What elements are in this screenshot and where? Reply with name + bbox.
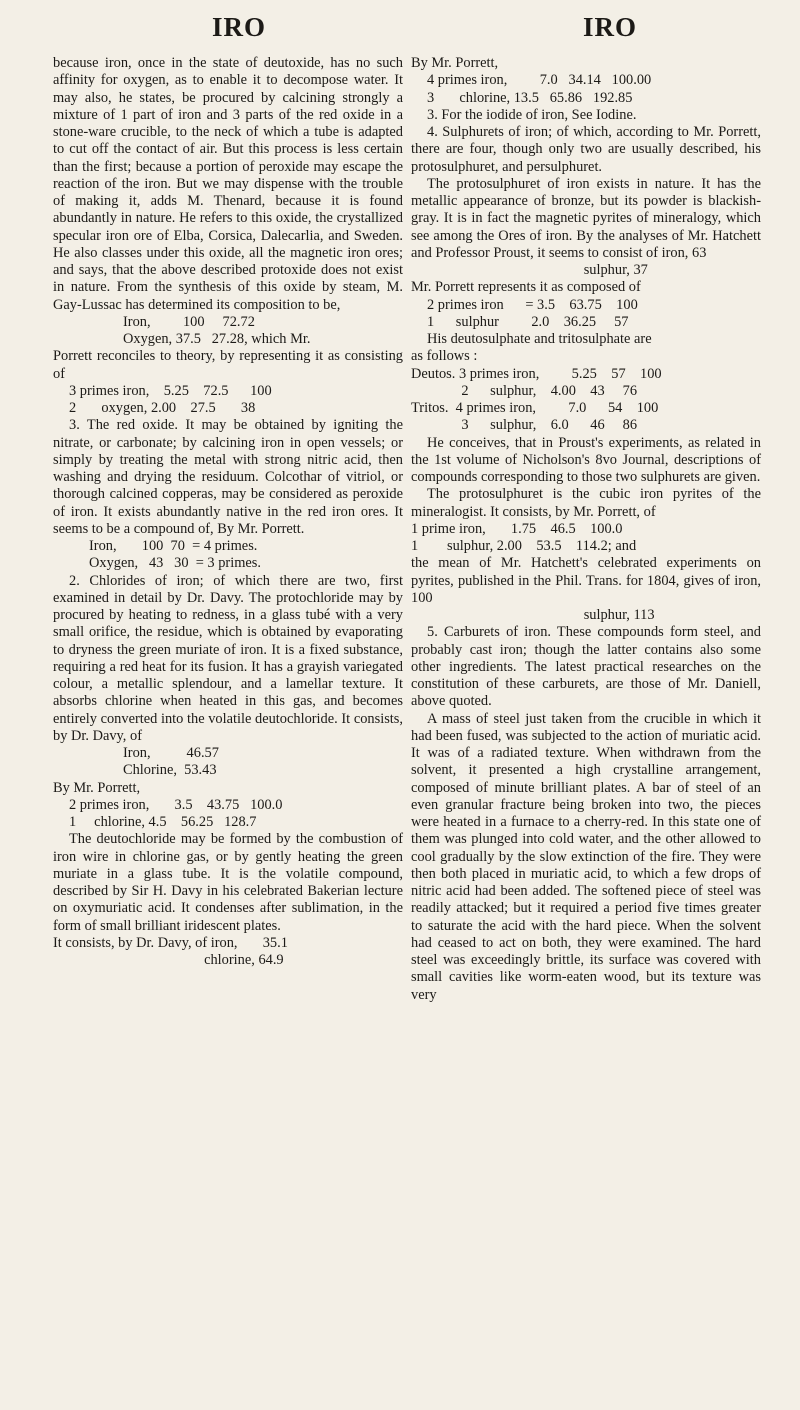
text-line: 4 primes iron, 7.0 34.14 100.00 bbox=[427, 72, 652, 89]
text-line: Iron, 100 70 = 4 primes. bbox=[89, 538, 258, 554]
text-line: 1 sulphur 2.0 36.25 57 bbox=[427, 313, 629, 330]
paragraph: The deutochloride may be formed by the combustion of iron wire in chlorine gas, or by gently heating the green muriate in a glass tube. It is the volatile compound, described by Sir H. Davy in his celebrated Bakerian lecture on oxymuriatic acid. It condenses after sublimation, in the form of small brilliant iridescent plates. bbox=[53, 831, 403, 934]
header-right: IRO bbox=[583, 12, 638, 42]
paragraph: the mean of Mr. Hatchett's celebrated experiments on pyrites, published in the Phil. Trans. for 1804, gives of iron, 100 bbox=[411, 555, 761, 606]
paragraph: 5. Carburets of iron. These compounds form steel, and probably cast iron; though the latter contains also some other ingredients. The latest practical researches on the constitution of these carburets, are those of Mr. Daniell, above quoted. bbox=[411, 624, 761, 710]
text-line: 1 sulphur, 2.00 53.5 114.2; and bbox=[411, 538, 637, 554]
paragraph: because iron, once in the state of deutoxide, has no such affinity for oxygen, as to enable it to decompose water. It may also, he states, be procured by calcining strongly a mixture of 1 part of iron and 3 parts of the red oxide in a stone-ware crucible, to the neck of which a tube is adapted to cut off the contact of air. But this process is less certain than the first; because a portion of peroxide may escape the reaction of the iron. But we may dispense with the trouble of making it, adds M. Thenard, because it is found abundantly in nature. He refers to this oxide, the crystallized specular iron ore of Elba, Corsica, Dalecarlia, and Sweden. He also classes under this oxide, all the magnetic iron ores; and says, that the above described protoxide does not exist in nature. From the synthesis of this oxide by steam, M. Gay-Lussac has determined its composition to be, bbox=[53, 55, 403, 313]
text-line: Chlorine, 53.43 bbox=[123, 762, 217, 779]
left-column bbox=[53, 55, 403, 969]
text-line: Iron, 46.57 bbox=[123, 745, 219, 761]
text-line: By Mr. Porrett, bbox=[53, 779, 141, 796]
text-line: His deutosulphate and tritosulphate are bbox=[427, 331, 652, 347]
paragraph: A mass of steel just taken from the crucible in which it had been fused, was subjected to the action of muriatic acid. It was of a radiated texture. When withdrawn from the solvent, it presented a high crystalline arrangement, composed of minute brilliant plates. A bar of steel of an even granular fracture being broken into two, the pieces were heated in a furnace to a cherry-red. In this state one of them was plunged into cold water, and the other allowed to cool gradually by the slow extinction of the fire. They were then both placed in muriatic acid, to which a few drops of nitric acid had been added. The softened piece of steel was readily attacked; but it required a period five times greater to saturate the acid with the hard piece. When the solvent had ceased to act on both, they were examined. The hard steel was exceedingly brittle, its surface was covered with small cavities like worm-eaten wood, but its texture was very bbox=[411, 710, 761, 1003]
text-line: 3 sulphur, 6.0 46 86 bbox=[411, 417, 638, 434]
text-line: 2 sulphur, 4.00 43 76 bbox=[411, 382, 638, 399]
text-line: Deutos. 3 primes iron, 5.25 57 100 bbox=[411, 365, 662, 382]
text-line: 1 prime iron, 1.75 46.5 100.0 bbox=[411, 520, 623, 537]
paragraph: Porrett reconciles to theory, by representing it as consisting of bbox=[53, 348, 403, 382]
right-column bbox=[411, 55, 761, 1004]
paragraph: 4. Sulphurets of iron; of which, according to Mr. Porrett, there are four, though only two are usually described, his protosulphuret, and persulphuret. bbox=[411, 124, 761, 175]
text-line: By Mr. Porrett, bbox=[411, 55, 499, 71]
running-header bbox=[0, 12, 800, 48]
paragraph: 3. The red oxide. It may be obtained by igniting the nitrate, or carbonate; by calcining iron in open vessels; or simply by treating the metal with strong nitric acid, then washing and drying the residuum. Colcothar of vitriol, or thorough calcined copperas, may be considered as peroxide of iron. It exists abundantly native in the red iron ores. It seems to be a compound of, By Mr. Porrett. bbox=[53, 417, 403, 537]
text-line: as follows : bbox=[411, 348, 478, 365]
header-left: IRO bbox=[212, 12, 267, 42]
text-line: Oxygen, 37.5 27.28, which Mr. bbox=[123, 331, 311, 347]
paragraph: The protosulphuret of iron exists in nature. It has the metallic appearance of bronze, but its powder is blackish-gray. It is in fact the magnetic pyrites of mineralogy, which see among the Ores of iron. By the analyses of Mr. Hatchett and Professor Proust, it seems to consist of iron, 63 bbox=[411, 175, 761, 261]
text-line: sulphur, 113 bbox=[411, 607, 655, 623]
text-line: 2 primes iron, 3.5 43.75 100.0 bbox=[69, 796, 283, 813]
text-line: 2 primes iron = 3.5 63.75 100 bbox=[427, 296, 638, 313]
text-line: Oxygen, 43 30 = 3 primes. bbox=[89, 555, 261, 572]
text-line: Iron, 100 72.72 bbox=[123, 313, 255, 330]
text-line: It consists, by Dr. Davy, of iron, 35.1 bbox=[53, 934, 288, 951]
text-line: 2 oxygen, 2.00 27.5 38 bbox=[69, 400, 256, 416]
text-line: 3 chlorine, 13.5 65.86 192.85 bbox=[427, 89, 633, 106]
text-line: Mr. Porrett represents it as composed of bbox=[411, 279, 641, 296]
text-line: Tritos. 4 primes iron, 7.0 54 100 bbox=[411, 400, 659, 416]
paragraph: 3. For the iodide of iron, See Iodine. bbox=[427, 106, 637, 123]
text-line: chlorine, 64.9 bbox=[53, 952, 284, 968]
text-line: 1 chlorine, 4.5 56.25 128.7 bbox=[69, 814, 257, 830]
paragraph: The protosulphuret is the cubic iron pyrites of the mineralogist. It consists, by Mr. Porrett, of bbox=[411, 486, 761, 520]
text-line: 3 primes iron, 5.25 72.5 100 bbox=[69, 382, 272, 399]
paragraph: He conceives, that in Proust's experiments, as related in the 1st volume of Nicholson's 8vo Journal, descriptions of compounds corresponding to those two sulphurets are given. bbox=[411, 434, 761, 485]
paragraph: 2. Chlorides of iron; of which there are two, first examined in detail by Dr. Davy. The protochloride may by procured by heating to redness, in a glass tubé with a very small orifice, the residue, which is obtained by evaporating to dryness the green muriate of iron. It is a fixed substance, requiring a red heat for its fusion. It has a grayish variegated colour, a metallic splendour, and a lamellar texture. It absorbs chlorine when heated in this gas, and becomes entirely converted into the volatile deutochloride. It consists, by Dr. Davy, of bbox=[53, 572, 403, 744]
text-line: sulphur, 37 bbox=[411, 262, 648, 278]
